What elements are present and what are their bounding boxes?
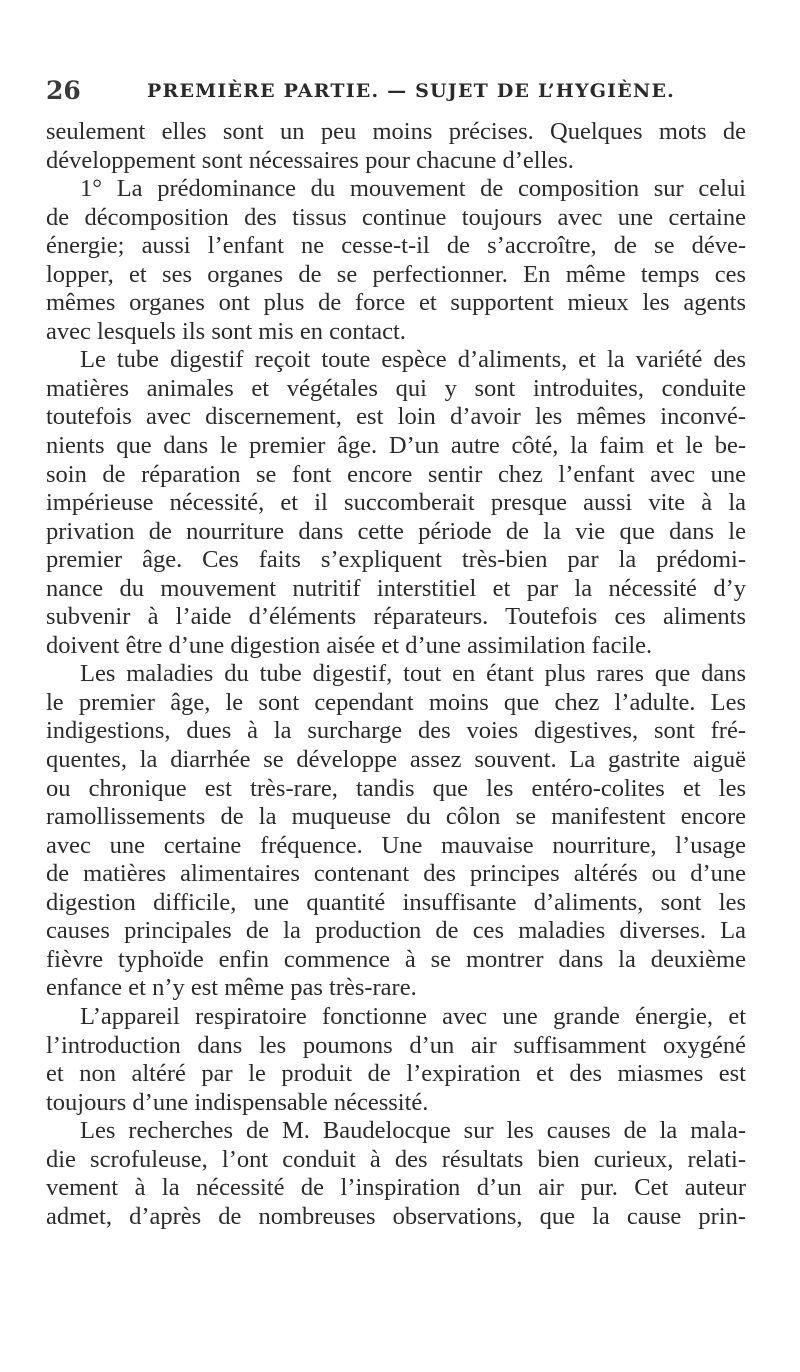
text-line: de décomposition des tissus continue toujours avec une certaine: [46, 203, 746, 231]
text-line: avec une certaine fréquence. Une mauvaise nourriture, l’usage: [46, 831, 746, 859]
text-line: die scrofuleuse, l’ont conduit à des résultats bien curieux, relati-: [46, 1145, 746, 1173]
text-line: indigestions, dues à la surcharge des voies digestives, sont fré-: [46, 717, 746, 745]
text-line: soin de réparation se font encore sentir chez l’enfant avec une: [46, 460, 746, 488]
running-head-title: PREMIÈRE PARTIE. — SUJET DE L’HYGIÈNE.: [147, 80, 675, 102]
text-line: ou chronique est très-rare, tandis que les entéro-colites et les: [46, 774, 746, 802]
text-line: toujours d’une indispensable nécessité.: [46, 1088, 429, 1116]
text-line: privation de nourriture dans cette période de la vie que dans le: [46, 517, 746, 545]
text-line: mêmes organes ont plus de force et supportent mieux les agents: [46, 289, 746, 317]
text-line: vement à la nécessité de l’inspiration d’un air pur. Cet auteur: [46, 1174, 746, 1202]
text-line: nance du mouvement nutritif interstitiel et par la nécessité d’y: [46, 574, 746, 602]
text-line: Les maladies du tube digestif, tout en étant plus rares que dans: [80, 660, 746, 688]
text-line: fièvre typhoïde enfin commence à se montrer dans la deuxième: [46, 945, 746, 973]
text-line: 1° La prédominance du mouvement de composition sur celui: [80, 175, 746, 203]
text-line: enfance et n’y est même pas très-rare.: [46, 974, 417, 1002]
text-line: Les recherches de M. Baudelocque sur les causes de la mala-: [80, 1117, 746, 1145]
text-line: Le tube digestif reçoit toute espèce d’aliments, et la variété des: [80, 346, 746, 374]
text-line: toutefois avec discernement, est loin d’avoir les mêmes inconvé-: [46, 403, 746, 431]
text-line: le premier âge, le sont cependant moins que chez l’adulte. Les: [46, 688, 746, 716]
text-line: développement sont nécessaires pour chacune d’elles.: [46, 146, 574, 174]
text-line: énergie; aussi l’enfant ne cesse-t-il de s’accroître, de se déve-: [46, 232, 746, 260]
text-line: subvenir à l’aide d’éléments réparateurs. Toutefois ces aliments: [46, 603, 746, 631]
text-line: quentes, la diarrhée se développe assez souvent. La gastrite aiguë: [46, 746, 746, 774]
text-line: doivent être d’une digestion aisée et d’une assimilation facile.: [46, 631, 653, 659]
text-line: ramollissements de la muqueuse du côlon se manifestent encore: [46, 803, 746, 831]
text-line: l’introduction dans les poumons d’un air suffisamment oxygéné: [46, 1031, 746, 1059]
text-line: premier âge. Ces faits s’expliquent très-bien par la prédomi-: [46, 546, 746, 574]
text-line: impérieuse nécessité, et il succomberait presque aussi vite à la: [46, 489, 746, 517]
running-head: [46, 76, 744, 108]
text-line: admet, d’après de nombreuses observations, que la cause prin-: [46, 1202, 746, 1230]
page-number: 26: [46, 76, 81, 105]
text-line: digestion difficile, une quantité insuffisante d’aliments, sont les: [46, 888, 746, 916]
body-text: [46, 118, 746, 1231]
text-line: de matières alimentaires contenant des principes altérés ou d’une: [46, 860, 746, 888]
text-line: et non altéré par le produit de l’expiration et des miasmes est: [46, 1060, 746, 1088]
text-line: avec lesquels ils sont mis en contact.: [46, 317, 406, 345]
text-line: seulement elles sont un peu moins précises. Quelques mots de: [46, 118, 746, 145]
text-line: matières animales et végétales qui y sont introduites, conduite: [46, 374, 746, 402]
text-line: causes principales de la production de ces maladies diverses. La: [46, 917, 746, 945]
text-line: L’appareil respiratoire fonctionne avec une grande énergie, et: [80, 1002, 746, 1030]
text-line: nients que dans le premier âge. D’un autre côté, la faim et le be-: [46, 432, 746, 460]
text-line: lopper, et ses organes de se perfectionner. En même temps ces: [46, 260, 746, 288]
